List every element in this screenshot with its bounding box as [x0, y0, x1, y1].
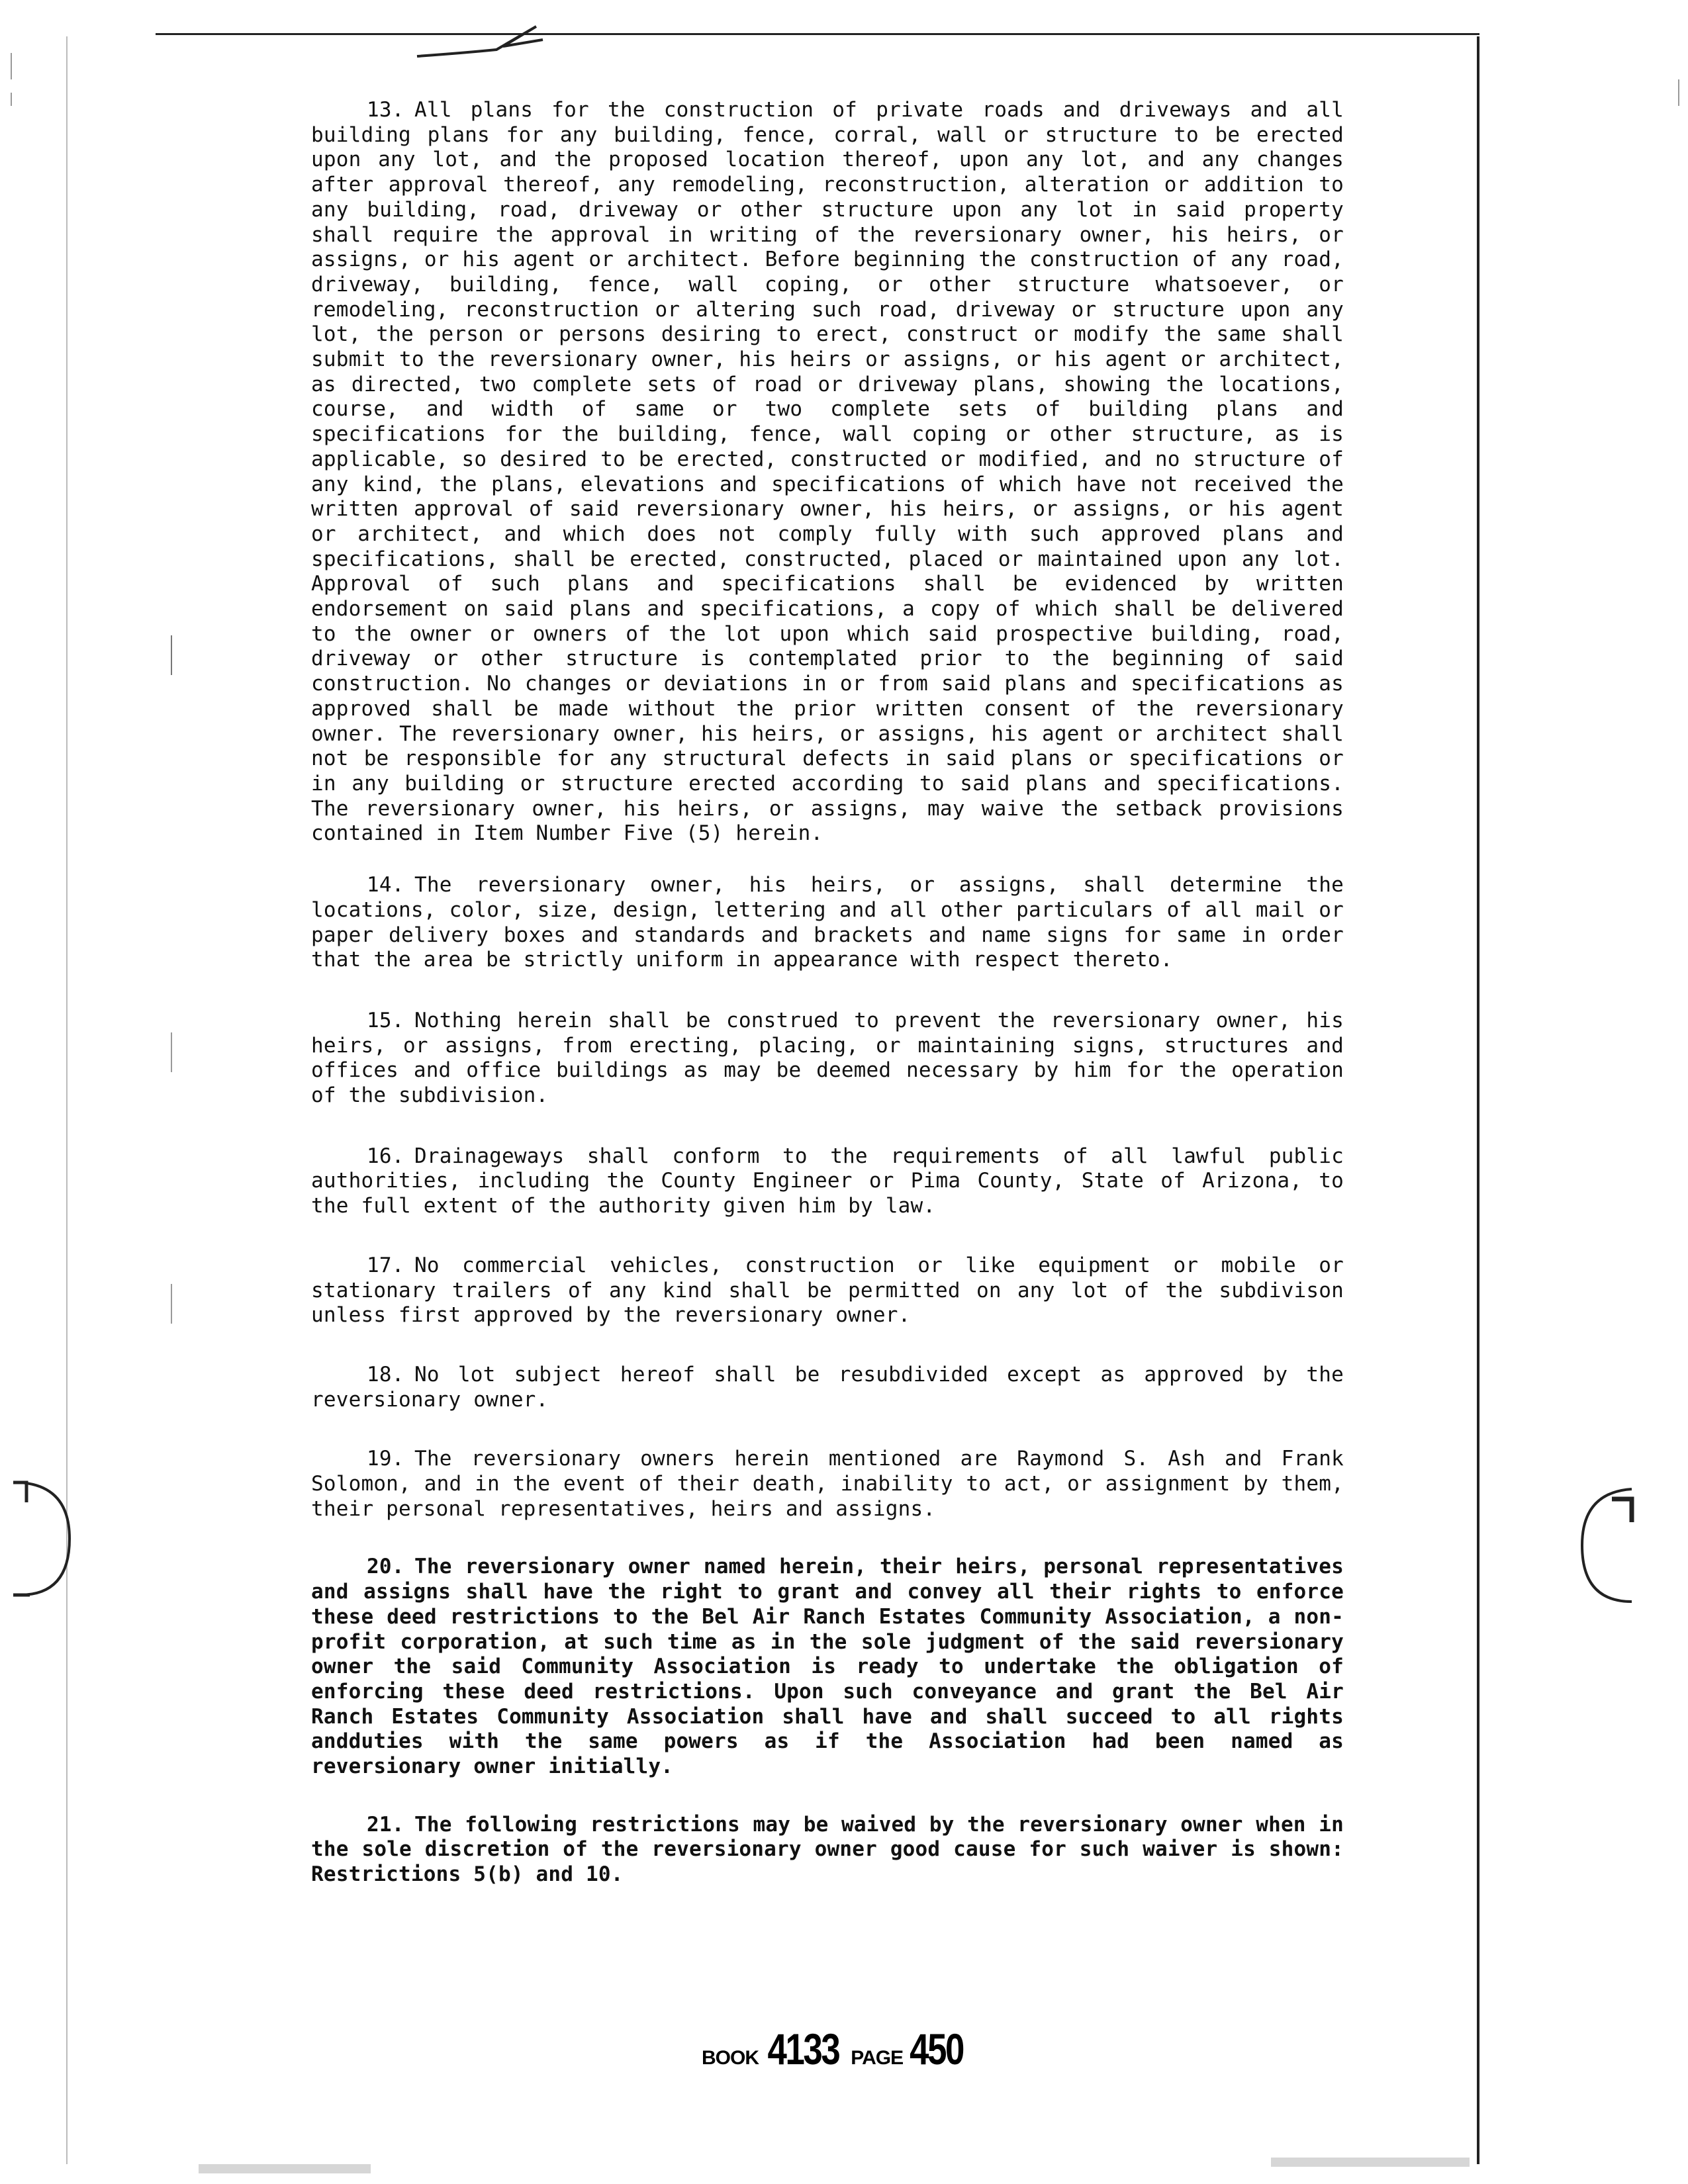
paragraph-text: All plans for the construction of private roads and driveways and all building plans for any building, fence, corral, wall or structure to be erected upon any lot, and the proposed location thereof, upon any lot, and any changes after approval thereof, any remodeling, reconstruction, alteration or addition to any building, road, driveway or other structure upon any lot in said property shall require the approval in writing of the reversionary owner, his heirs, or assigns, or his agent or architect. Before beginning the construction of any road, driveway, building, fence, wall coping, or other structure whatsoever, or remodeling, reconstruction or altering such road, driveway or structure upon any lot, the person or persons desiring to erect, construct or modify the same shall submit to the reversionary owner, his heirs or assigns, or his agent or architect, as directed, two complete sets of road or driveway plans, showing the locations, course, and width of same or two complete sets of building plans and specifications for the building, fence, wall coping or other structure, as is applicable, so desired to be erected, constructed or modified, and no structure of any kind, the plans, elevations and specifications of which have not received the written approval of said reversionary owner, his heirs, or assigns, or his agent or architect, and which does not comply fully with such approved plans and specifications, shall be erected, constructed, placed or maintained upon any lot. Approval of such plans and specifications shall be evidenced by written endorsement on said plans and specifications, a copy of which shall be delivered to the owner or owners of the lot upon which said prospective building, road, driveway or other structure is contemplated prior to the beginning of said construction. No changes or deviations in or from said plans and specifications as approved shall be made without the prior written consent of the reversionary owner. The reversionary owner, his heirs, or assigns, his agent or architect shall not be responsible for any structural defects in said plans or specifications or in any building or structure erected according to said plans and specifications. The reversionary owner, his heirs, or assigns, may waive the setback provisions contained in Item Number Five (5) herein.: [311, 98, 1344, 846]
paragraph-text: The reversionary owner named herein, their heirs, personal representatives and assigns shall have the right to grant and convey all their rights to enforce these deed restrictions to the Bel Air Ranch Estates Community Association, a non-profit corporation, at such time as in the sole judgment of the said reversionary owner the said Community Association is ready to undertake the obligation of enforcing these deed restrictions. Upon such conveyance and grant the Bel Air Ranch Estates Community Association shall have and shall succeed to all rights andduties with the same powers as if the Association had been named as reversionary owner initially.: [311, 1555, 1344, 1779]
paragraph-15: [311, 1009, 1344, 1109]
book-label: BOOK: [702, 2047, 759, 2069]
book-page-stamp: [702, 2024, 970, 2074]
page-number: 450: [910, 2025, 964, 2073]
paragraph-number: 14.: [367, 873, 404, 897]
page-label: PAGE: [851, 2047, 904, 2069]
paragraph-13: [311, 98, 1344, 846]
margin-mark: [1678, 79, 1679, 106]
paragraph-number: 18.: [367, 1362, 404, 1387]
paragraph-text: The reversionary owners herein mentioned are Raymond S. Ash and Frank Solomon, and in the event of their death, inability to act, or assignment by them, their personal representatives, heirs and assigns.: [311, 1447, 1344, 1521]
paragraph-text: Drainageways shall conform to the requirements of all lawful public authorities, including the County Engineer or Pima County, State of Arizona, to the full extent of the authority given him by law.: [311, 1144, 1344, 1218]
document-body: [311, 98, 1344, 1888]
page-top-edge: [156, 33, 1479, 35]
scan-smudge: [1271, 2158, 1470, 2167]
paragraph-text: Nothing herein shall be construed to prevent the reversionary owner, his heirs, or assigns, from erecting, placing, or maintaining signs, structures and offices and office buildings as may be deemed necessary by him for the operation of the subdivision.: [311, 1008, 1344, 1108]
binder-hole-left-icon: [13, 1476, 73, 1602]
margin-mark: [11, 93, 12, 106]
paragraph-21: [311, 1813, 1344, 1888]
paragraph-16: [311, 1144, 1344, 1219]
margin-mark: [171, 1284, 172, 1324]
paragraph-text: The reversionary owner, his heirs, or assigns, shall determine the locations, color, size, design, lettering and all other particulars of all mail or paper delivery boxes and standards and brackets and name signs for same in order that the area be strictly uniform in appearance with respect thereto.: [311, 873, 1344, 972]
paragraph-number: 15.: [367, 1008, 404, 1032]
margin-mark: [11, 53, 12, 79]
paragraph-number: 16.: [367, 1144, 404, 1168]
book-number: 4133: [767, 2025, 839, 2073]
paragraph-number: 20.: [367, 1555, 404, 1579]
paragraph-17: [311, 1253, 1344, 1328]
pen-mark: [410, 20, 563, 66]
margin-mark: [171, 635, 172, 675]
paragraph-number: 19.: [367, 1447, 404, 1471]
margin-mark: [171, 1032, 172, 1072]
paragraph-20: [311, 1555, 1344, 1779]
paragraph-number: 21.: [367, 1812, 404, 1837]
paragraph-19: [311, 1447, 1344, 1522]
paragraph-number: 17.: [367, 1253, 404, 1277]
paragraph-text: No lot subject hereof shall be resubdivided except as approved by the reversionary owner.: [311, 1362, 1344, 1412]
paragraph-text: The following restrictions may be waived by the reversionary owner when in the sole discretion of the reversionary owner good cause for such waiver is shown: Restrictions 5(b) and 10.: [311, 1812, 1344, 1887]
binder-hole-right-icon: [1579, 1482, 1638, 1608]
scan-smudge: [199, 2164, 371, 2173]
paragraph-18: [311, 1363, 1344, 1412]
paragraph-text: No commercial vehicles, construction or like equipment or mobile or stationary trailers of any kind shall be permitted on any lot of the subdivison unless first approved by the reversionary owner.: [311, 1253, 1344, 1328]
paragraph-14: [311, 873, 1344, 973]
paragraph-number: 13.: [367, 98, 404, 122]
